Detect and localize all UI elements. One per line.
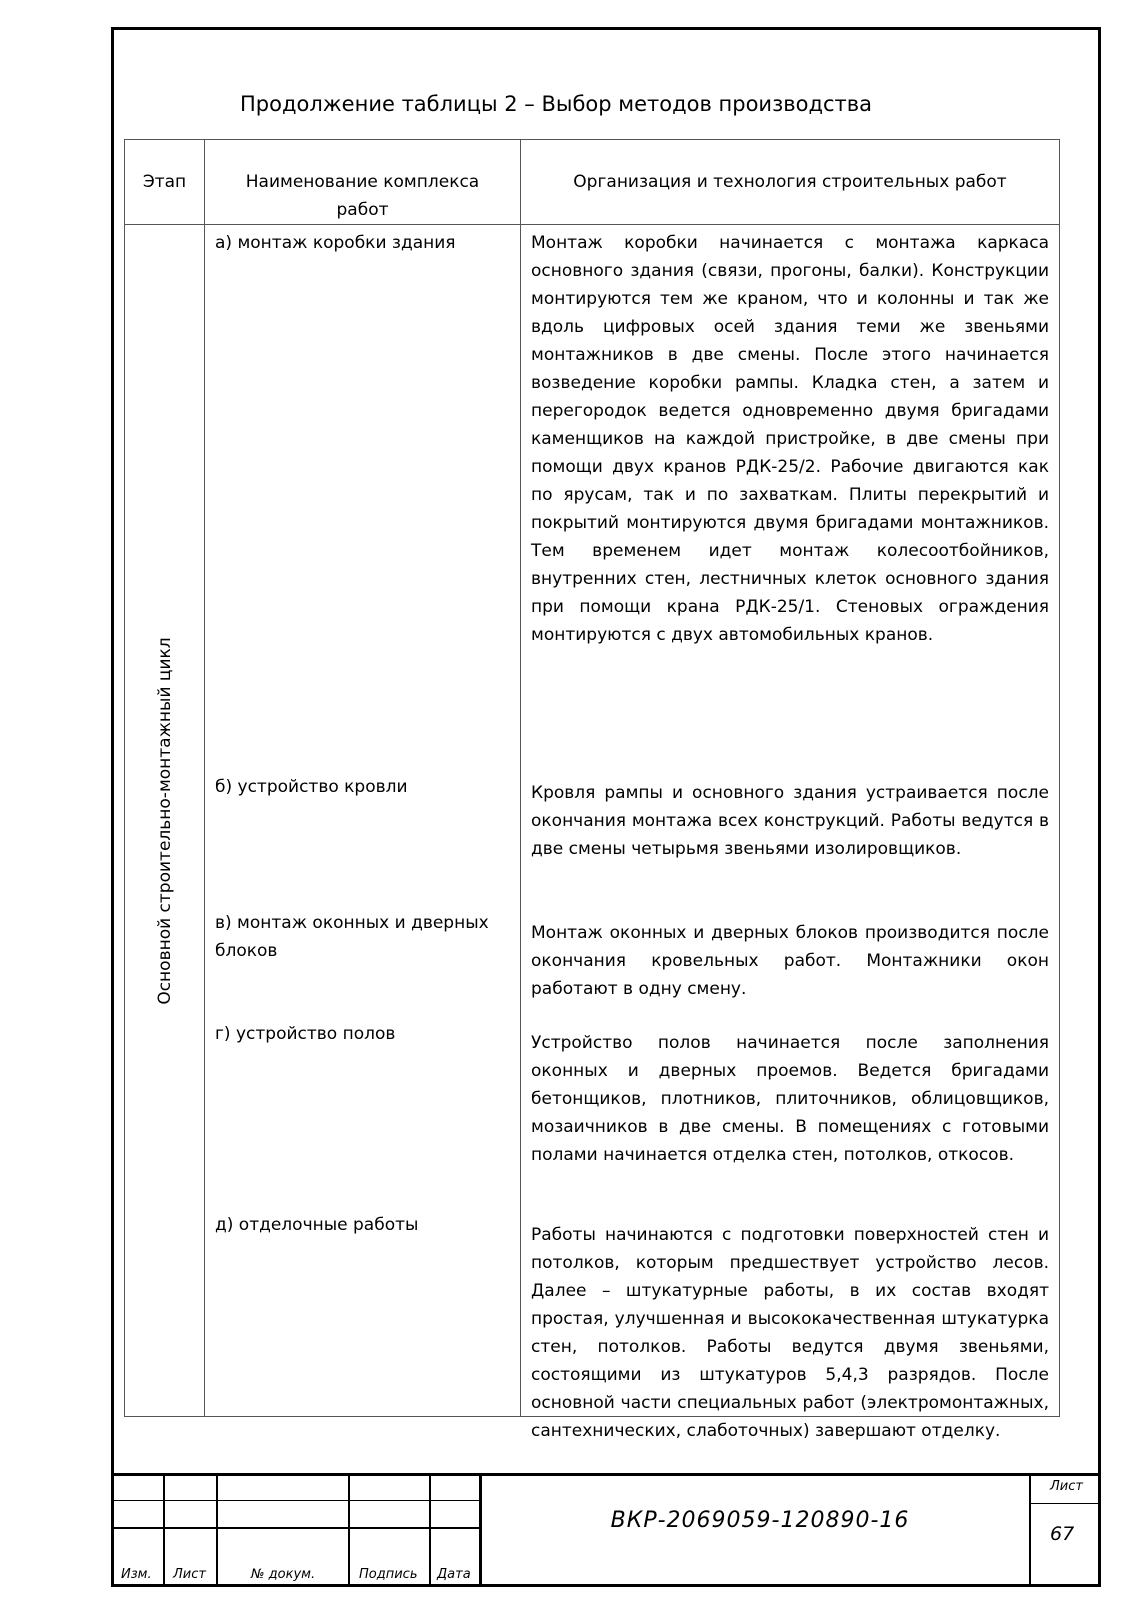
header-org: Организация и технология строительных работ [521,140,1060,225]
label-izm: Изм. [121,1567,152,1582]
document-code: ВКР-2069059-120890-16 [610,1508,910,1533]
work-desc-d: Устройство полов начинается после заполнения оконных и дверных проемов. Ведется бригадами бетонщиков, плотников, плиточников, облицовщиков, мозаичников в две смены. В помещениях с готовыми полами начинается отделка стен, потолков, откосов. [531,1033,1049,1165]
work-name-c: в) монтаж оконных и дверных блоков [215,913,489,961]
table-header-row [125,140,1060,225]
label-dokum: № докум. [251,1567,316,1582]
label-data: Дата [437,1567,471,1582]
label-list: Лист [173,1567,206,1582]
stage-label: Основной строительно-монтажный цикл [154,636,175,1005]
name-cell [205,225,521,1417]
header-name: Наименование комплекса работ [205,140,521,225]
stage-cell [125,225,205,1417]
header-stage: Этап [125,140,205,225]
methods-table [124,139,1060,1441]
work-name-b: б) устройство кровли [215,777,408,797]
work-desc-a: Монтаж коробки начинается с монтажа каркаса основного здания (связи, прогоны, балки). Конструкции монтируются тем же краном, что и колонны и так же вдоль цифровых осей здания теми же звеньями монтажников в две смены. После этого начинается возведение коробки рампы. Кладка стен, а затем и перегородок ведется одновременно двумя бригадами каменщиков на каждой пристройке, в две смены при помощи двух кранов РДК-25/2. Рабочие двигаются как по ярусам, так и по захваткам. Плиты перекрытий и покрытий монтируются двумя бригадами монтажников. Тем временем идет монтаж колесоотбойников, внутренних стен, лестничных клеток основного здания при помощи крана РДК-25/1. Стеновых ограждения монтируются с двух автомобильных кранов. [531,233,1049,645]
sheet-label: Лист [1050,1479,1083,1494]
work-name-a: а) монтаж коробки здания [215,233,456,253]
label-podpis: Подпись [359,1567,418,1582]
work-desc-c: Монтаж оконных и дверных блоков производится после окончания кровельных работ. Монтажники окон работают в одну смену. [531,923,1049,999]
table-body-row [125,225,1060,1417]
work-name-d: г) устройство полов [215,1024,396,1044]
sheet-number: 67 [1050,1523,1075,1545]
work-name-e: д) отделочные работы [215,1215,419,1235]
work-desc-e: Работы начинаются с подготовки поверхностей стен и потолков, которым предшествует устройство лесов. Далее – штукатурные работы, в их состав входят простая, улучшенная и высококачественная штукатурка стен, потолков. Работы ведутся двумя звеньями, состоящими из штукатуров 5,4,3 разрядов. После основной части специальных работ (электромонтажных, сантехнических, слаботочных) завершают отделку. [531,1225,1049,1441]
description-cell [521,225,1060,1441]
page-title: Продолжение таблицы 2 – Выбор методов производства [240,92,872,116]
work-desc-b: Кровля рампы и основного здания устраивается после окончания монтажа всех конструкций. Работы ведутся в две смены четырьмя звеньями изолировщиков. [531,783,1049,859]
